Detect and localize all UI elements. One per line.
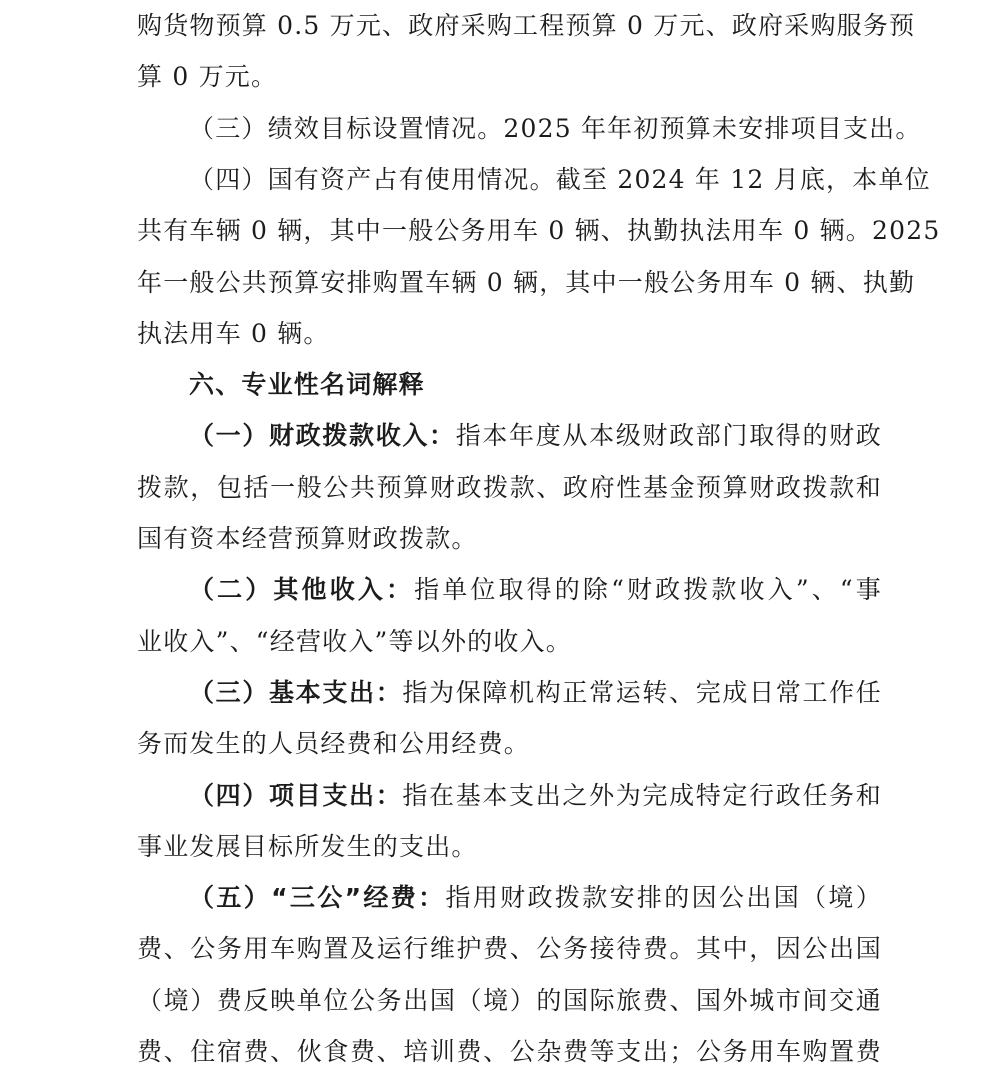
line-text: （三）绩效目标设置情况。2025 年年初预算未安排项目支出。 [189,113,922,143]
term-label: （四）项目支出： [189,780,403,810]
line-text: 年一般公共预算安排购置车辆 0 辆，其中一般公务用车 0 辆、执勤 [137,267,916,297]
line-text: （四）国有资产占有使用情况。截至 2024 年 12 月底，本单位 [189,164,931,194]
line-text: 算 0 万元。 [137,62,278,92]
paragraph-line [137,1032,882,1068]
line-text: 指用财政拨款安排的因公出国（境） [445,883,882,913]
paragraph-line [137,314,330,350]
paragraph-line [137,57,277,93]
line-text: 拨款，包括一般公共预算财政拨款、政府性基金预算财政拨款和 [137,472,882,502]
term-label: （三）基本支出： [189,677,403,707]
line-text: 指本年度从本级财政部门取得的财政 [455,421,882,451]
paragraph-line [137,827,478,863]
paragraph-line [137,519,478,555]
term-label: （一）财政拨款收入： [189,421,456,451]
paragraph-line [137,981,882,1017]
paragraph-line [189,160,931,196]
paragraph-line [189,109,922,145]
section-heading [189,365,425,401]
line-text: 购货物预算 0.5 万元、政府采购工程预算 0 万元、政府采购服务预 [137,11,916,40]
line-text: 执法用车 0 辆。 [137,318,330,348]
paragraph-line [189,416,882,452]
paragraph-line [137,929,882,965]
paragraph-line [137,211,941,247]
line-text: 业收入”、“经营收入”等以外的收入。 [137,626,572,656]
paragraph-line [189,878,882,914]
paragraph-line [137,468,882,504]
line-text: 指为保障机构正常运转、完成日常工作任 [402,677,882,707]
line-text: 国有资本经营预算财政拨款。 [137,524,478,553]
term-label: （五）“三公”经费： [189,883,446,913]
paragraph-line [137,724,530,760]
paragraph-line [137,6,916,42]
line-text: 费、公务用车购置及运行维护费、公务接待费。其中，因公出国 [137,934,882,964]
term-label: （二）其他收入： [189,575,415,605]
paragraph-line [137,263,916,299]
line-text: 费、住宿费、伙食费、培训费、公杂费等支出；公务用车购置费 [137,1037,882,1066]
line-text: 六、专业性名词解释 [189,370,425,400]
paragraph-line [189,776,882,812]
line-text: 共有车辆 0 辆，其中一般公务用车 0 辆、执勤执法用车 0 辆。2025 [137,216,941,246]
paragraph-line [189,673,882,709]
line-text: 事业发展目标所发生的支出。 [137,831,478,861]
paragraph-line [137,622,572,658]
line-text: 指在基本支出之外为完成特定行政任务和 [402,780,882,810]
line-text: 指单位取得的除“财政拨款收入”、“事 [414,575,882,605]
line-text: （境）费反映单位公务出国（境）的国际旅费、国外城市间交通 [137,985,882,1015]
line-text: 务而发生的人员经费和公用经费。 [137,729,531,759]
paragraph-line [189,570,882,606]
